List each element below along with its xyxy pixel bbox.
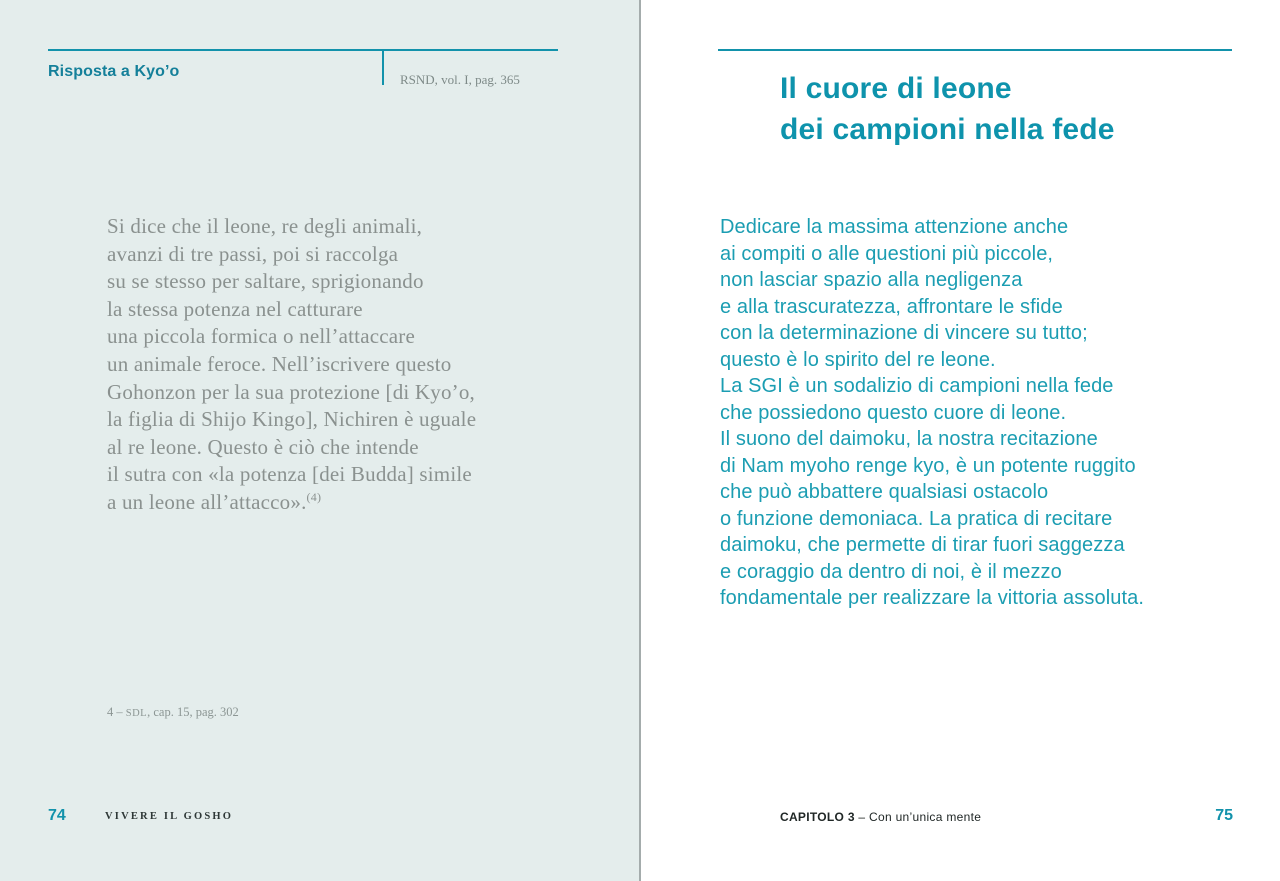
quote-line: una piccola formica o nell’attaccare [107,324,416,349]
quote-line: al re leone. Questo è ciò che intende [107,434,419,459]
left-header-rule [48,49,558,51]
commentary-line: questo è lo spirito del re leone. [720,348,996,371]
footnote-number: 4 – [107,705,126,719]
commentary-line: ai compiti o alle questioni più piccole, [720,242,1054,265]
right-page-number: 75 [1215,807,1233,824]
chapter-number-label: CAPITOLO 3 [780,810,855,824]
quote-line: Gohonzon per la sua protezione [di Kyo’o, [107,379,476,404]
commentary-line: daimoku, che permette di tirar fuori saggezza [720,534,1125,556]
gosho-title: Risposta a Kyo’o [48,63,180,80]
quote-line [107,489,567,517]
footnote-citation: , cap. 15, pag. 302 [147,705,239,719]
commentary-line: fondamentale per realizzare la vittoria assoluta. [720,587,1145,609]
footnote [107,704,239,722]
commentary-line: Il suono del daimoku, la nostra recitazione [720,428,1098,450]
right-page [641,0,1280,881]
commentary-line: che possiedono questo cuore di leone. [720,401,1067,424]
source-reference: RSND, vol. I, pag. 365 [400,72,520,87]
quote-line: il sutra con «la potenza [dei Budda] simile [107,462,472,487]
quote-line: la stessa potenza nel catturare [107,296,363,321]
commentary-title-line: Il cuore di leone [780,72,1012,105]
quote-line-text: a un leone all’attacco». [107,489,307,514]
quote-line: avanzi di tre passi, poi si raccolga [107,241,399,266]
commentary-line: La SGI è un sodalizio di campioni nella fede [720,375,1114,397]
right-header-rule [718,49,1232,51]
commentary-title-line: dei campioni nella fede [780,113,1115,146]
left-page [0,0,639,881]
quote-line: la figlia di Shijo Kingo], Nichiren è uguale [107,407,477,432]
book-title-running-footer: VIVERE IL GOSHO [105,811,234,822]
left-header-divider [382,49,384,85]
commentary-line: che può abbattere qualsiasi ostacolo [720,481,1049,503]
commentary-text [720,214,1240,612]
commentary-line: Dedicare la massima attenzione anche [720,216,1069,238]
commentary-line: non lasciar spazio alla negligenza [720,269,1023,291]
quote-line: Si dice che il leone, re degli animali, [107,214,423,238]
quote-line: su se stesso per saltare, sprigionando [107,269,424,294]
chapter-running-footer [780,809,981,825]
quote-line: un animale feroce. Nell’iscrivere questo [107,351,452,376]
commentary-line: con la determinazione di vincere su tutto; [720,322,1088,344]
commentary-line: o funzione demoniaca. La pratica di recitare [720,507,1113,530]
commentary-line: e coraggio da dentro di noi, è il mezzo [720,560,1062,583]
commentary-title [780,68,1115,150]
gosho-quote-text [107,213,567,517]
commentary-line: e alla trascuratezza, affrontare le sfide [720,295,1063,318]
footnote-abbreviation: SDL [125,708,148,719]
left-page-number: 74 [48,807,66,824]
commentary-line: di Nam myoho renge kyo, è un potente ruggito [720,454,1136,477]
chapter-title-label: – Con un’unica mente [854,810,982,824]
footnote-reference-marker: (4) [306,489,322,504]
